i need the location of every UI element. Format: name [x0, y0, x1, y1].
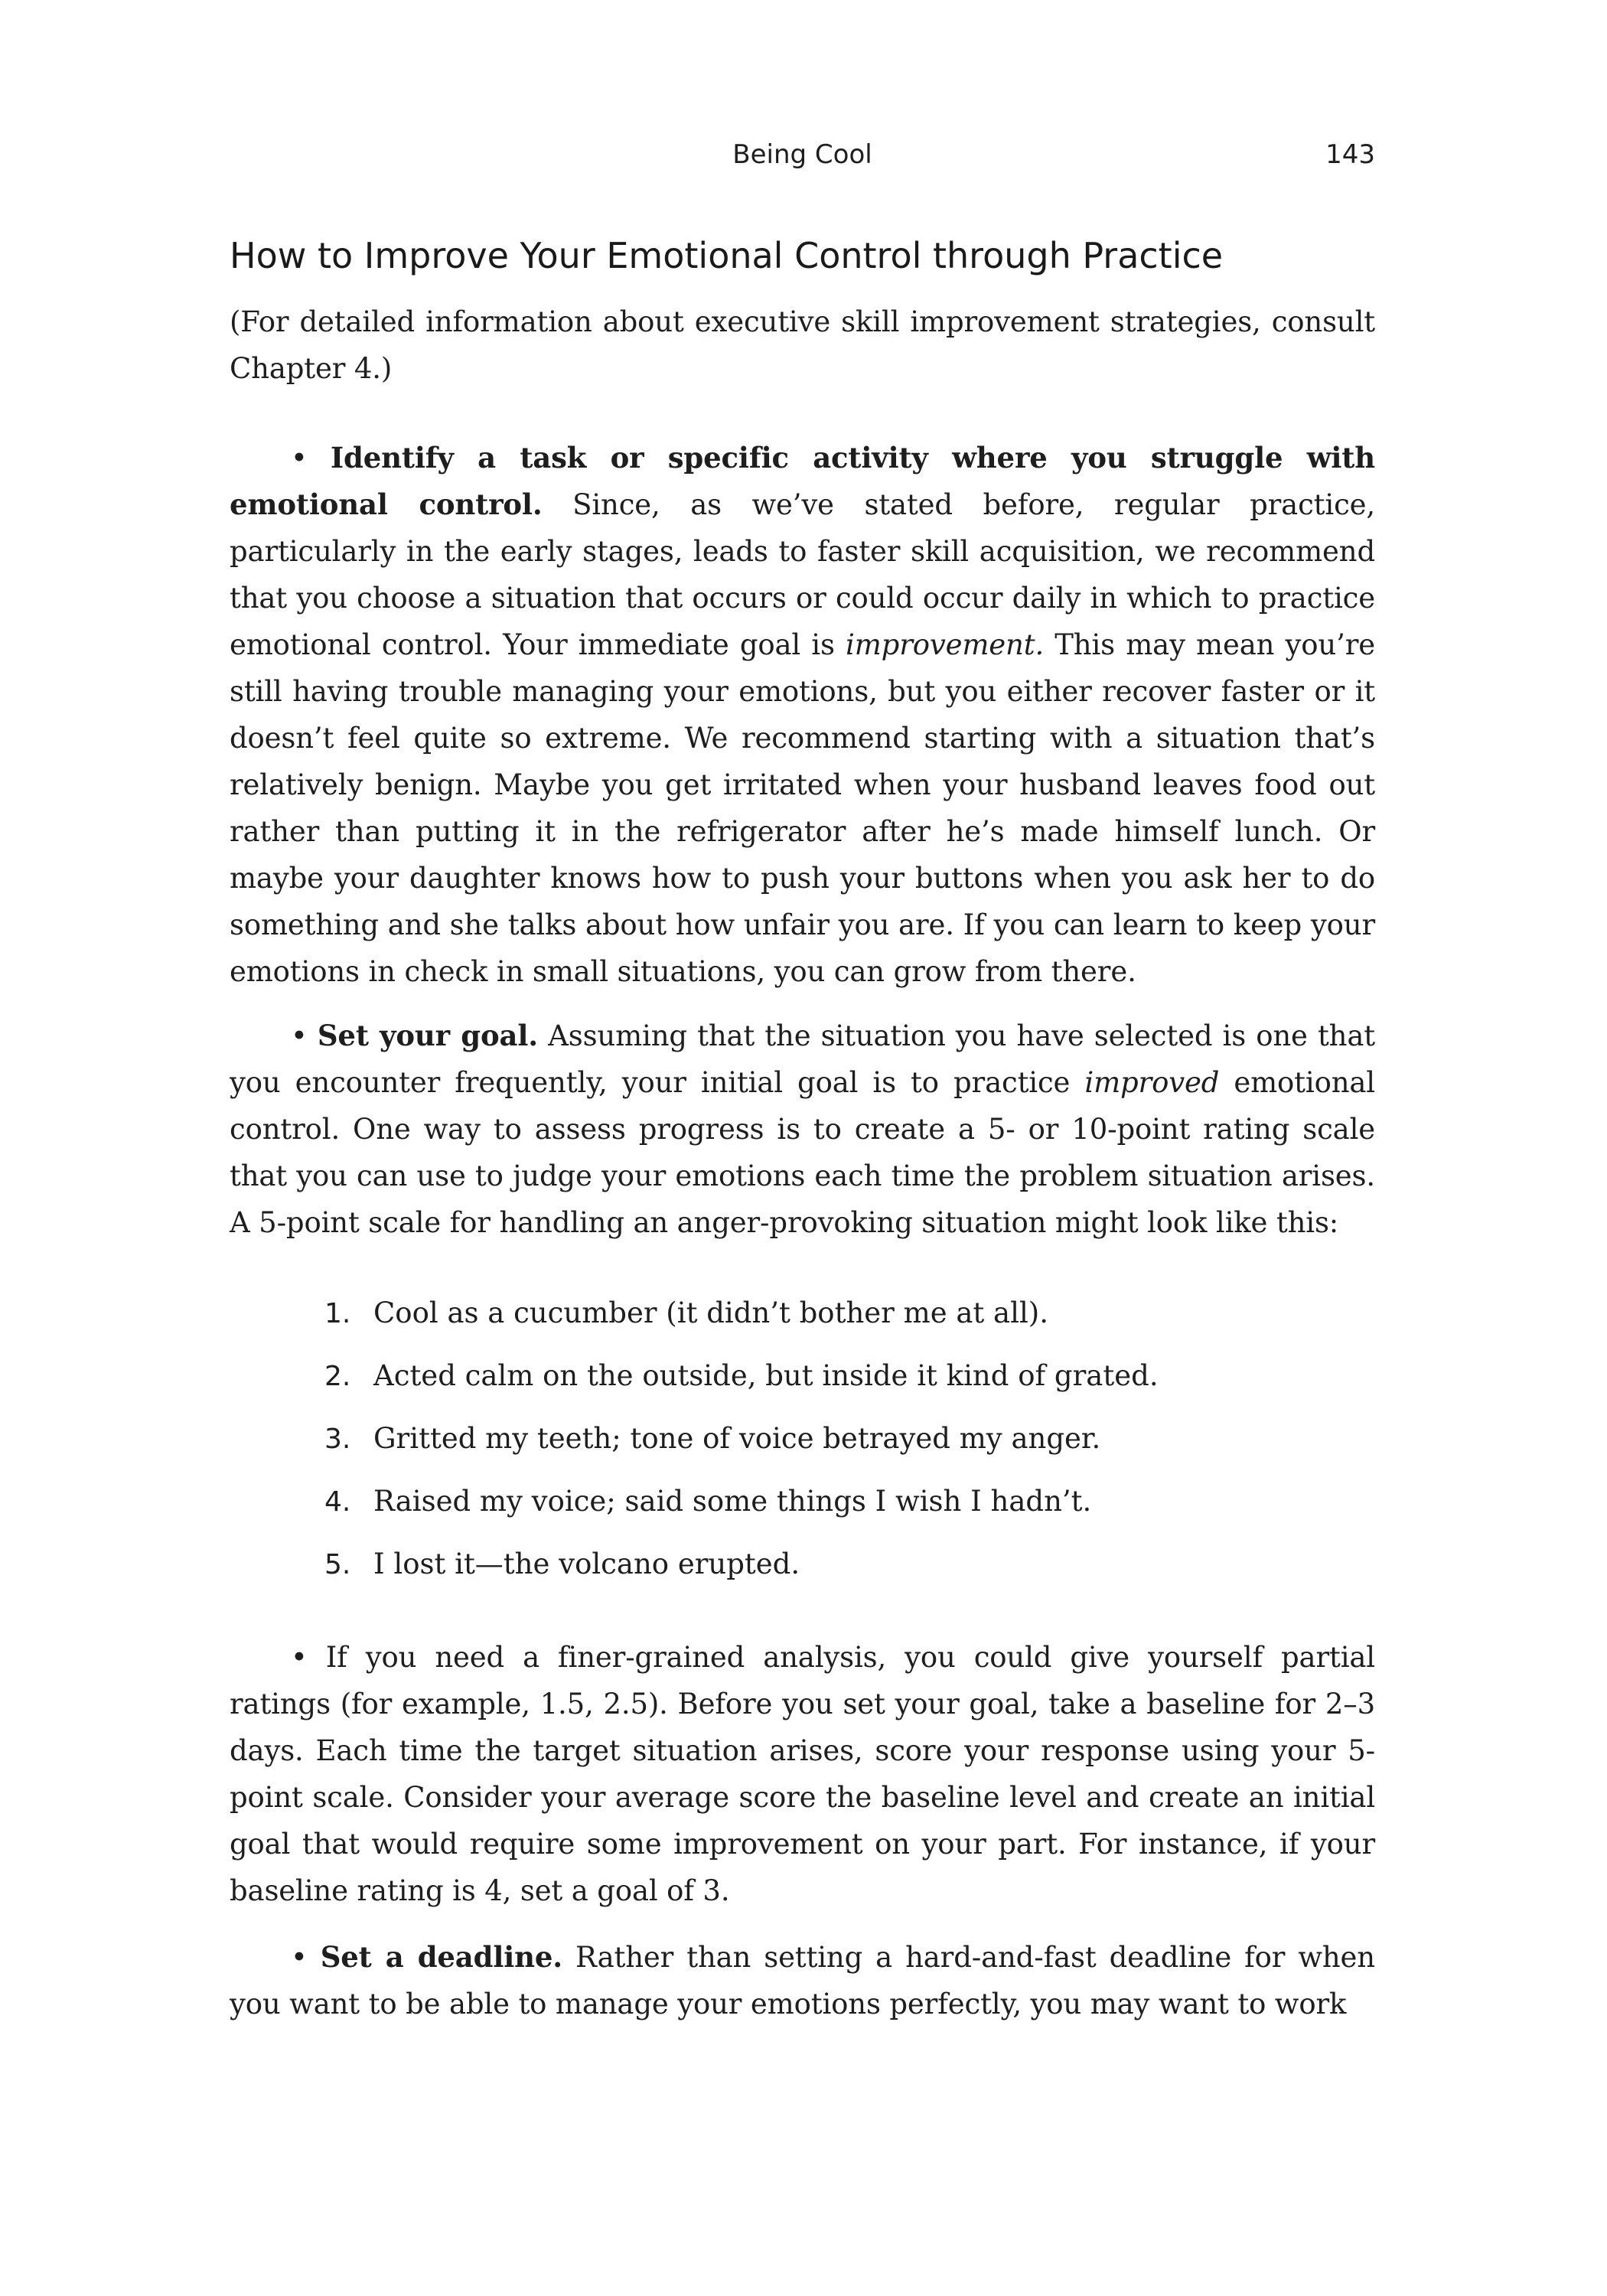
list-item-text: Raised my voice; said some things I wish I hadn’t.	[373, 1485, 1092, 1518]
bullet-text: This may mean you’re still having trouble managing your emotions, but you either recover faster or it doesn’t feel quite so extreme. We recommend starting with a situation that’s relatively benign. Maybe you get irritated when your husband leaves food out rather than putting it in the refrigerator after he’s made himself lunch. Or maybe your daughter knows how to push your buttons when you ask her to do something and she talks about how unfair you are. If you can learn to keep your emotions in check in small situations, you can grow from there.	[230, 628, 1375, 988]
bullet-set-deadline	[230, 1934, 1375, 2027]
bullet-identify-task	[230, 435, 1375, 995]
list-item-text: Gritted my teeth; tone of voice betrayed my anger.	[373, 1422, 1101, 1455]
bullet-text: emotional control. One way to assess progress is to create a 5- or 10-point rating scale that you can use to judge your emotions each time the problem situation arises. A 5-point scale for handling an anger-provoking situation might look like this:	[230, 1066, 1375, 1239]
emphasis-text: improved	[1084, 1066, 1220, 1099]
list-item-number: 3.	[324, 1424, 351, 1455]
list-item	[324, 1407, 1375, 1470]
running-head-title: Being Cool	[732, 139, 872, 170]
list-item-text: Cool as a cucumber (it didn’t bother me at all).	[373, 1296, 1048, 1329]
bullet-marker: •	[291, 1641, 308, 1674]
list-item-number: 1.	[324, 1298, 351, 1329]
bullet-finer-analysis	[230, 1634, 1375, 1914]
bullet-text: Since, as we’ve stated before, regular practice, particularly in the early stages, leads to faster skill acquisition, we recommend that you choose a situation that occurs or could occur daily in which to practice emotional control. Your immediate goal is	[230, 488, 1375, 661]
list-item-text: Acted calm on the outside, but inside it kind of grated.	[373, 1359, 1159, 1392]
list-item	[324, 1470, 1375, 1533]
bullet-set-goal	[230, 1013, 1375, 1246]
emphasis-text: improvement.	[846, 628, 1045, 661]
list-item	[324, 1533, 1375, 1596]
book-page	[230, 0, 1375, 2296]
bullet-lead: Set a deadline.	[320, 1940, 563, 1974]
bullet-text: If you need a finer-grained analysis, you could give yourself partial ratings (for example, 1.5, 2.5). Before you set your goal, take a baseline for 2–3 days. Each time the target situation arises, score your response using your 5-point scale. Consider your average score the baseline level and create an initial goal that would require some improvement on your part. For instance, if your baseline rating is 4, set a goal of 3.	[230, 1641, 1375, 1907]
page-number: 143	[1325, 139, 1375, 170]
bullet-marker: •	[291, 1019, 308, 1052]
list-item-text: I lost it—the volcano erupted.	[373, 1548, 800, 1580]
list-item-number: 5.	[324, 1549, 351, 1580]
section-heading: How to Improve Your Emotional Control through Practice	[230, 235, 1224, 276]
bullet-marker: •	[291, 1941, 308, 1974]
list-item	[324, 1345, 1375, 1407]
list-item-number: 2.	[324, 1361, 351, 1392]
bullet-lead: Identify a task or specific activity where you struggle with emotional control.	[230, 441, 1375, 521]
rating-scale-list	[324, 1282, 1375, 1596]
bullet-marker: •	[291, 442, 308, 475]
bullet-text: Rather than setting a hard-and-fast deadline for when you want to be able to manage your emotions perfectly, you may want to work	[230, 1941, 1375, 2020]
bullet-lead: Set your goal.	[317, 1019, 539, 1052]
list-item-number: 4.	[324, 1486, 351, 1518]
list-item	[324, 1282, 1375, 1345]
bullet-text: Assuming that the situation you have selected is one that you encounter frequently, your initial goal is to practice	[230, 1019, 1375, 1099]
intro-paragraph: (For detailed information about executive skill improvement strategies, consult Chapter 4.)	[230, 305, 1375, 385]
running-head	[230, 136, 1375, 173]
